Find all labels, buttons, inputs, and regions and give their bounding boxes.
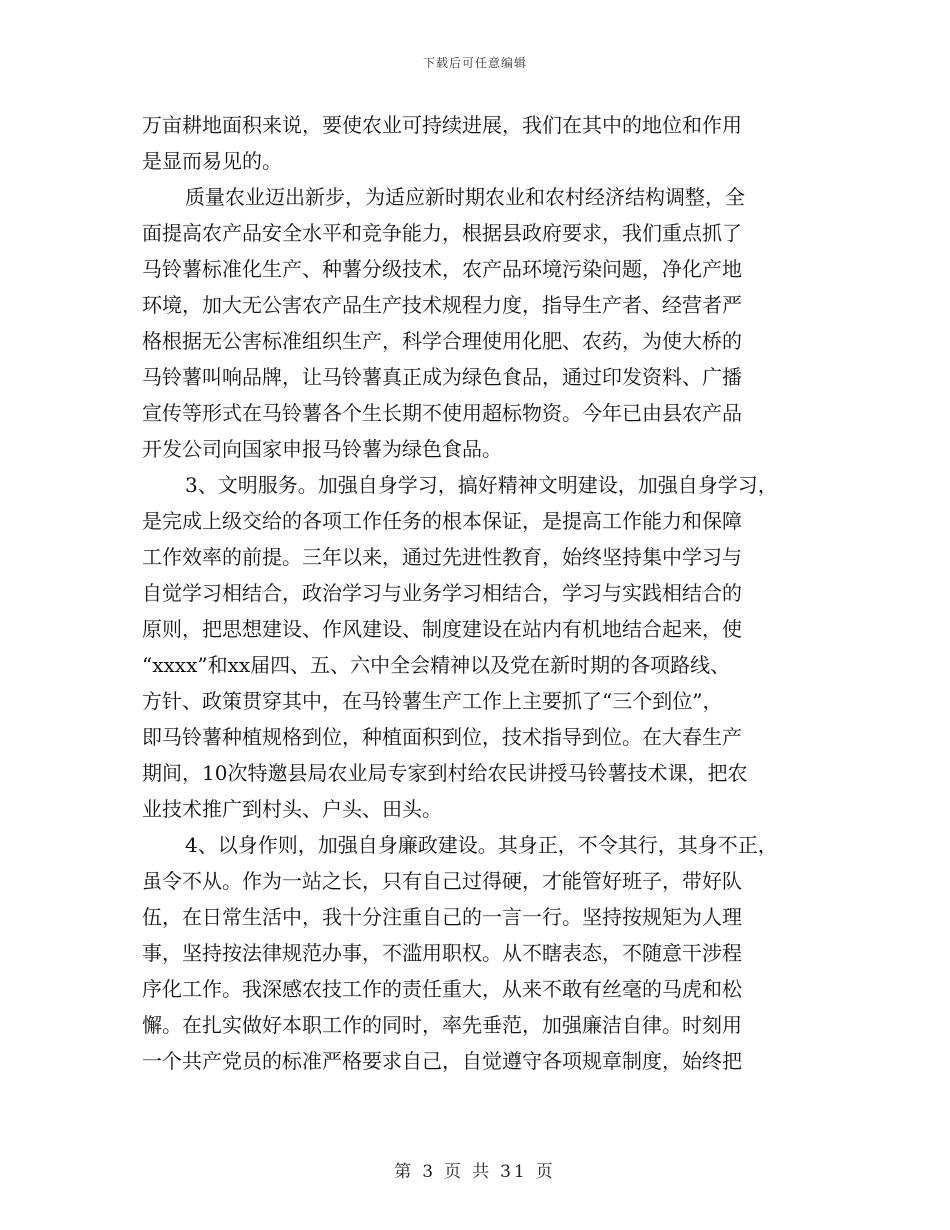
- body-line: 方针、政策贯穿其中，在马铃薯生产工作上主要抓了“三个到位”，: [142, 689, 723, 713]
- footer-page-label: 第: [394, 1162, 415, 1182]
- body-line: 序化工作。我深感农技工作的责任重大，从来不敢有丝毫的马虎和松: [142, 977, 742, 1001]
- body-line: 即马铃薯种植规格到位，种植面积到位，技术指导到位。在大春生产: [142, 725, 742, 749]
- body-line: 宣传等形式在马铃薯各个生长期不使用超标物资。今年已由县农产品: [142, 401, 742, 425]
- body-line: 开发公司向国家申报马铃薯为绿色食品。: [142, 437, 502, 461]
- body-line: 面提高农产品安全水平和竞争能力，根据县政府要求，我们重点抓了: [142, 221, 742, 245]
- body-line: 是显而易见的。: [142, 149, 282, 173]
- body-line: 虽令不从。作为一站之长，只有自己过得硬，才能管好班子，带好队: [142, 869, 742, 893]
- page-header: 下载后可任意编辑: [422, 56, 527, 70]
- body-line: 4、以身作则，加强自身廉政建设。其身正，不令其行，其身不正，: [185, 833, 778, 857]
- body-line: 马铃薯叫响品牌，让马铃薯真正成为绿色食品，通过印发资料、广播: [142, 365, 742, 389]
- body-line: 懈。在扎实做好本职工作的同时，率先垂范，加强廉洁自律。时刻用: [142, 1013, 742, 1037]
- footer-page-number: 3: [422, 1162, 437, 1182]
- body-line: 3、文明服务。加强自身学习，搞好精神文明建设，加强自身学习，: [185, 473, 778, 497]
- body-line: 质量农业迈出新步，为适应新时期农业和农村经济结构调整，全: [185, 185, 745, 209]
- body-line: 一个共产党员的标准严格要求自己，自觉遵守各项规章制度，始终把: [142, 1049, 742, 1073]
- body-line: 万亩耕地面积来说，要使农业可持续进展，我们在其中的地位和作用: [142, 113, 742, 137]
- body-line: 环境，加大无公害农产品生产技术规程力度，指导生产者、经营者严: [142, 293, 742, 317]
- footer-total-pages: 31: [500, 1162, 528, 1182]
- body-line: 格根据无公害标准组织生产，科学合理使用化肥、农药，为使大桥的: [142, 329, 742, 353]
- body-line: 自觉学习相结合，政治学习与业务学习相结合，学习与实践相结合的: [142, 581, 742, 605]
- footer-total-unit: 页: [535, 1162, 556, 1182]
- body-line: 原则，把思想建设、作风建设、制度建设在站内有机地结合起来，使: [142, 617, 742, 641]
- body-line: 伍，在日常生活中，我十分注重自己的一言一行。坚持按规矩为人理: [142, 905, 742, 929]
- body-line: 事，坚持按法律规范办事，不滥用职权。从不瞎表态，不随意干涉程: [142, 941, 742, 965]
- body-line: 是完成上级交给的各项工作任务的根本保证，是提高工作能力和保障: [142, 509, 742, 533]
- body-line: “xxxx”和xx届四、五、六中全会精神以及党在新时期的各项路线、: [142, 653, 731, 677]
- footer-total-label: 共: [472, 1162, 493, 1182]
- body-line: 期间，10次特邀县局农业局专家到村给农民讲授马铃薯技术课，把农: [142, 761, 748, 785]
- body-line: 业技术推广到村头、户头、田头。: [142, 797, 442, 821]
- body-line: 工作效率的前提。三年以来，通过先进性教育，始终坚持集中学习与: [142, 545, 742, 569]
- body-line: 马铃薯标准化生产、种薯分级技术，农产品环境污染问题，净化产地: [142, 257, 742, 281]
- footer-page-unit: 页: [444, 1162, 465, 1182]
- page-footer: [0, 1157, 950, 1182]
